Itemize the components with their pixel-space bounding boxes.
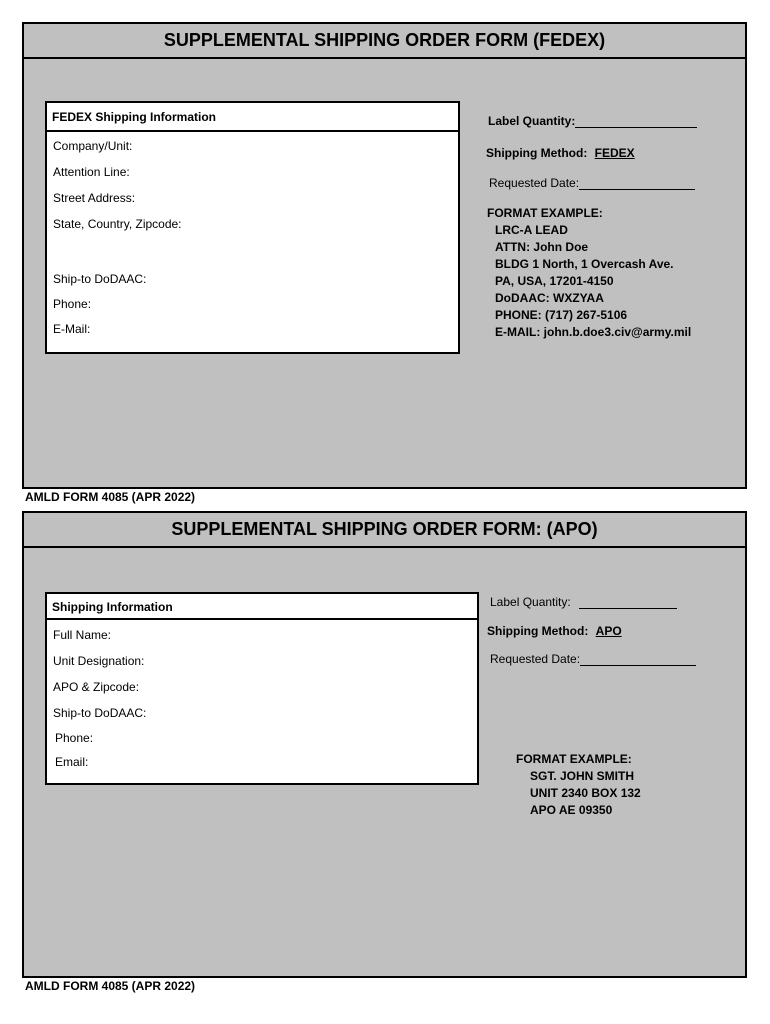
apo-shipping-info-box xyxy=(45,592,479,785)
ship-to-dodaac-field[interactable]: Ship-to DoDAAC: xyxy=(53,706,147,720)
apo-format-example xyxy=(516,751,641,819)
requested-date-label: Requested Date: xyxy=(490,652,581,666)
phone-field[interactable]: Phone: xyxy=(55,731,94,745)
requested-date-label: Requested Date: xyxy=(489,176,580,190)
fedex-shipping-info-box xyxy=(45,101,460,354)
email-field[interactable]: E-Mail: xyxy=(53,322,91,336)
apo-form xyxy=(22,511,747,978)
attention-line-field[interactable]: Attention Line: xyxy=(53,165,130,179)
company-unit-field[interactable]: Company/Unit: xyxy=(53,139,133,153)
full-name-field[interactable]: Full Name: xyxy=(53,628,112,642)
requested-date-input-line[interactable] xyxy=(579,177,695,190)
apo-requested-date xyxy=(490,652,696,666)
example-line: APO AE 09350 xyxy=(530,803,613,817)
shipping-method-value: FEDEX xyxy=(594,146,635,160)
format-example-heading: FORMAT EXAMPLE: xyxy=(516,752,632,766)
label-quantity-label: Label Quantity: xyxy=(488,114,576,128)
shipping-method-value: APO xyxy=(595,624,622,638)
requested-date-input-line[interactable] xyxy=(580,653,696,666)
street-address-field[interactable]: Street Address: xyxy=(53,191,136,205)
format-example-heading: FORMAT EXAMPLE: xyxy=(487,206,603,220)
label-quantity-input-line[interactable] xyxy=(575,115,697,128)
label-quantity-label: Label Quantity: xyxy=(490,595,571,609)
fedex-form-footer: AMLD FORM 4085 (APR 2022) xyxy=(25,490,196,504)
apo-shipping-method xyxy=(487,624,622,638)
fedex-shipping-method xyxy=(486,146,635,160)
apo-label-quantity xyxy=(490,595,677,609)
example-line: ATTN: John Doe xyxy=(495,240,589,254)
fedex-form xyxy=(22,22,747,489)
fedex-label-quantity xyxy=(488,114,697,128)
fedex-form-title: SUPPLEMENTAL SHIPPING ORDER FORM (FEDEX) xyxy=(24,24,745,59)
fedex-box-heading: FEDEX Shipping Information xyxy=(47,103,458,132)
shipping-method-label: Shipping Method: xyxy=(486,146,588,160)
example-line: PA, USA, 17201-4150 xyxy=(495,274,614,288)
example-line: LRC-A LEAD xyxy=(495,223,568,237)
example-line: E-MAIL: john.b.doe3.civ@army.mil xyxy=(495,325,692,339)
example-line: UNIT 2340 BOX 132 xyxy=(530,786,641,800)
state-country-zip-field[interactable]: State, Country, Zipcode: xyxy=(53,217,182,231)
example-line: SGT. JOHN SMITH xyxy=(530,769,635,783)
apo-box-heading: Shipping Information xyxy=(47,594,477,620)
fedex-requested-date xyxy=(489,176,695,190)
label-quantity-input-line[interactable] xyxy=(579,596,677,609)
email-field[interactable]: Email: xyxy=(55,755,89,769)
apo-form-title: SUPPLEMENTAL SHIPPING ORDER FORM: (APO) xyxy=(24,513,745,548)
unit-designation-field[interactable]: Unit Designation: xyxy=(53,654,145,668)
example-line: PHONE: (717) 267-5106 xyxy=(495,308,628,322)
ship-to-dodaac-field[interactable]: Ship-to DoDAAC: xyxy=(53,272,147,286)
apo-zipcode-field[interactable]: APO & Zipcode: xyxy=(53,680,140,694)
apo-form-footer: AMLD FORM 4085 (APR 2022) xyxy=(25,979,196,993)
fedex-format-example xyxy=(487,205,691,341)
shipping-method-label: Shipping Method: xyxy=(487,624,589,638)
example-line: BLDG 1 North, 1 Overcash Ave. xyxy=(495,257,674,271)
example-line: DoDAAC: WXZYAA xyxy=(495,291,604,305)
phone-field[interactable]: Phone: xyxy=(53,297,92,311)
